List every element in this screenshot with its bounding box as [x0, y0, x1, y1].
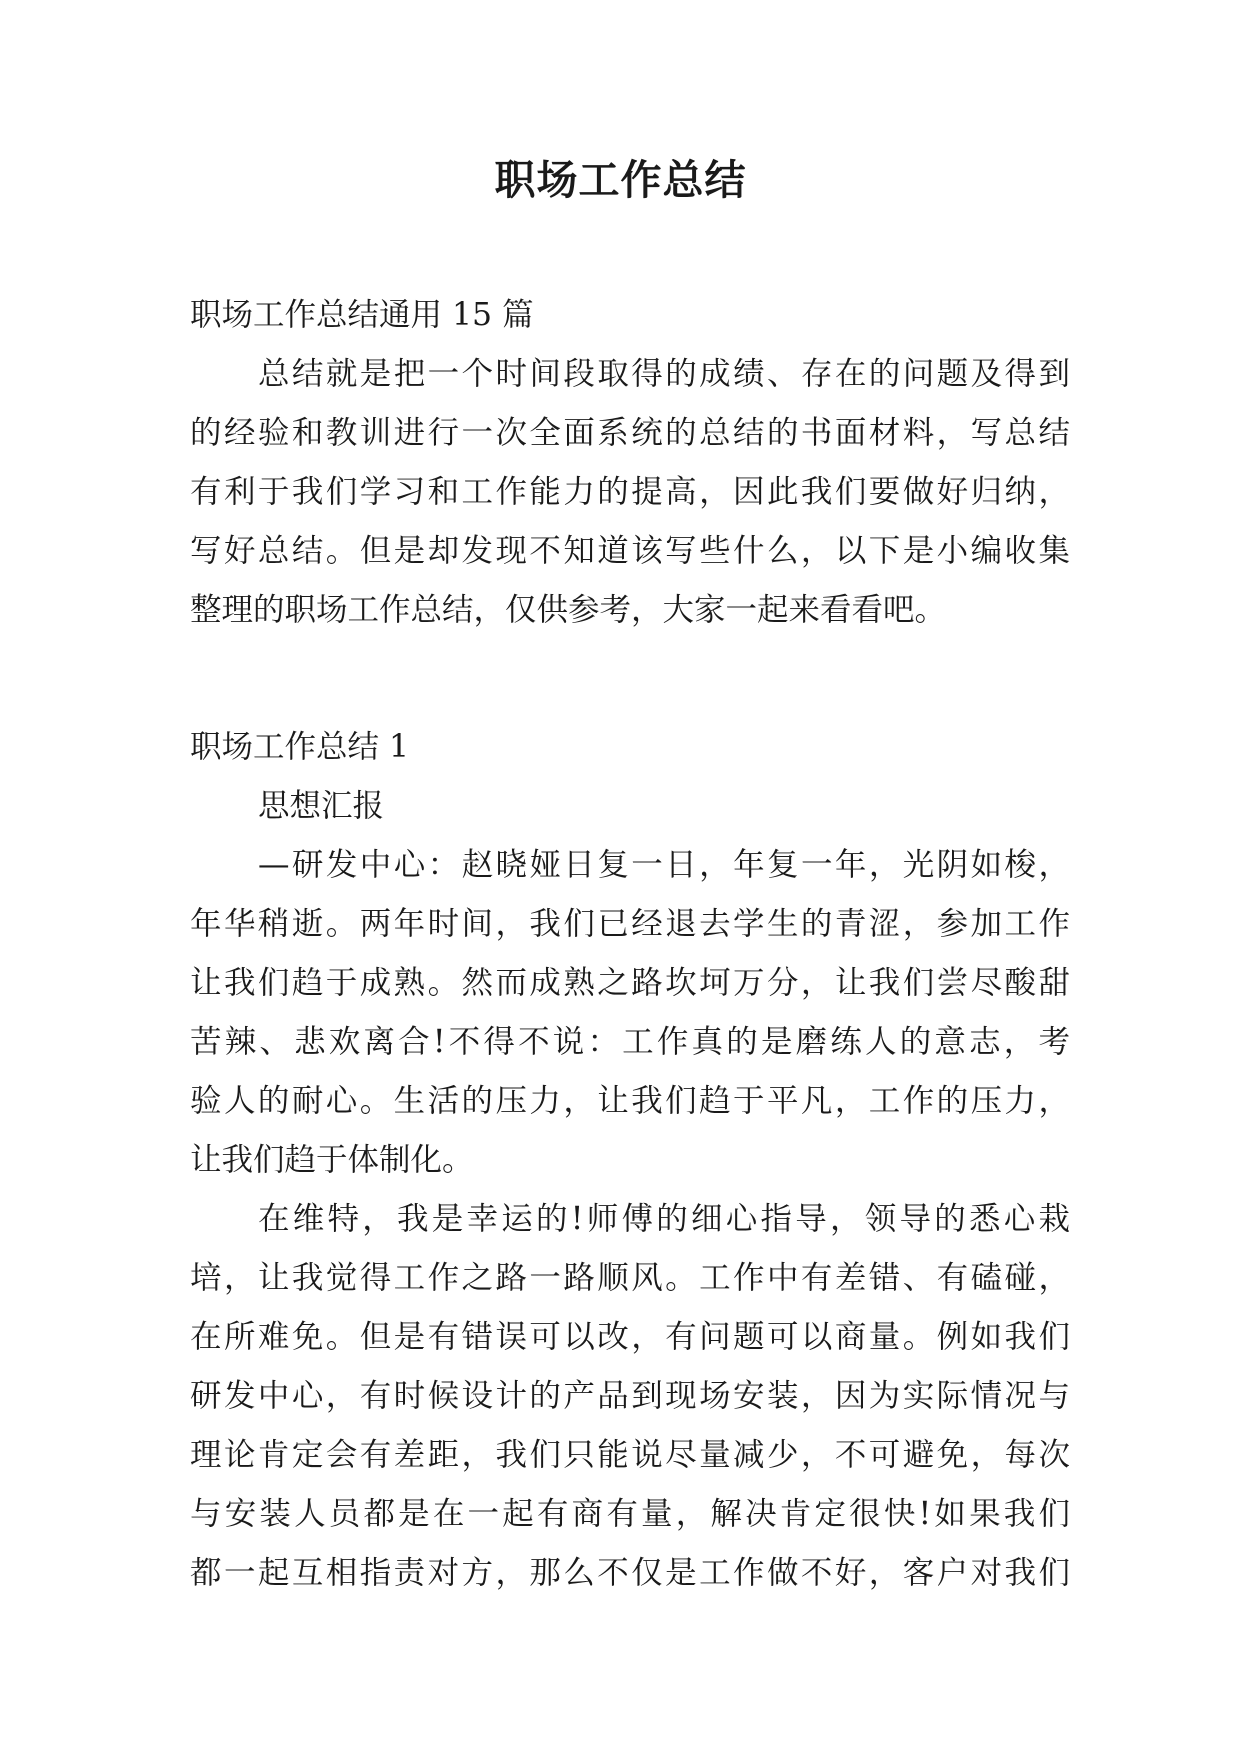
- paragraph-line: 在所难免。但是有错误可以改，有问题可以商量。例如我们: [190, 1319, 1070, 1355]
- intro-heading: 职场工作总结通用 15 篇: [190, 297, 534, 333]
- paragraph-line: 年华稍逝。两年时间，我们已经退去学生的青涩，参加工作: [190, 906, 1070, 942]
- paragraph-line: 验人的耐心。生活的压力，让我们趋于平凡，工作的压力，: [190, 1083, 1070, 1119]
- paragraph-line: 理论肯定会有差距，我们只能说尽量减少，不可避免，每次: [190, 1437, 1070, 1473]
- document-body: [190, 286, 1070, 1603]
- paragraph-line: 整理的职场工作总结，仅供参考，大家一起来看看吧。: [190, 592, 947, 628]
- document-title: 职场工作总结: [494, 156, 747, 204]
- paragraph-line: 的经验和教训进行一次全面系统的总结的书面材料，写总结: [190, 415, 1070, 451]
- paragraph-line: —研发中心：赵晓娅日复一日，年复一年，光阴如梭，: [258, 847, 1070, 883]
- paragraph-line: 让我们趋于体制化。: [190, 1142, 474, 1178]
- paragraph-line: 苦辣、悲欢离合!不得不说：工作真的是磨练人的意志，考: [190, 1024, 1070, 1060]
- paragraph-line: 让我们趋于成熟。然而成熟之路坎坷万分，让我们尝尽酸甜: [190, 965, 1070, 1001]
- section-paragraph-2: [190, 1190, 1070, 1603]
- section-heading: 职场工作总结 1: [190, 729, 410, 765]
- paragraph-line: 与安装人员都是在一起有商有量，解决肯定很快!如果我们: [190, 1496, 1070, 1532]
- paragraph-line: 总结就是把一个时间段取得的成绩、存在的问题及得到: [258, 356, 1070, 392]
- paragraph-line: 研发中心，有时候设计的产品到现场安装，因为实际情况与: [190, 1378, 1070, 1414]
- paragraph-line: 在维特，我是幸运的!师傅的细心指导，领导的悉心栽: [258, 1201, 1070, 1237]
- paragraph-line: 培，让我觉得工作之路一路顺风。工作中有差错、有磕碰，: [190, 1260, 1070, 1296]
- intro-paragraph: [190, 345, 1070, 640]
- section-paragraph-1: [190, 836, 1070, 1190]
- paragraph-line: 有利于我们学习和工作能力的提高，因此我们要做好归纳，: [190, 474, 1070, 510]
- section-spacer: [190, 640, 1070, 718]
- paragraph-line: 都一起互相指责对方，那么不仅是工作做不好，客户对我们: [190, 1555, 1070, 1591]
- section-subheading: 思想汇报: [258, 788, 385, 824]
- paragraph-line: 写好总结。但是却发现不知道该写些什么，以下是小编收集: [190, 533, 1070, 569]
